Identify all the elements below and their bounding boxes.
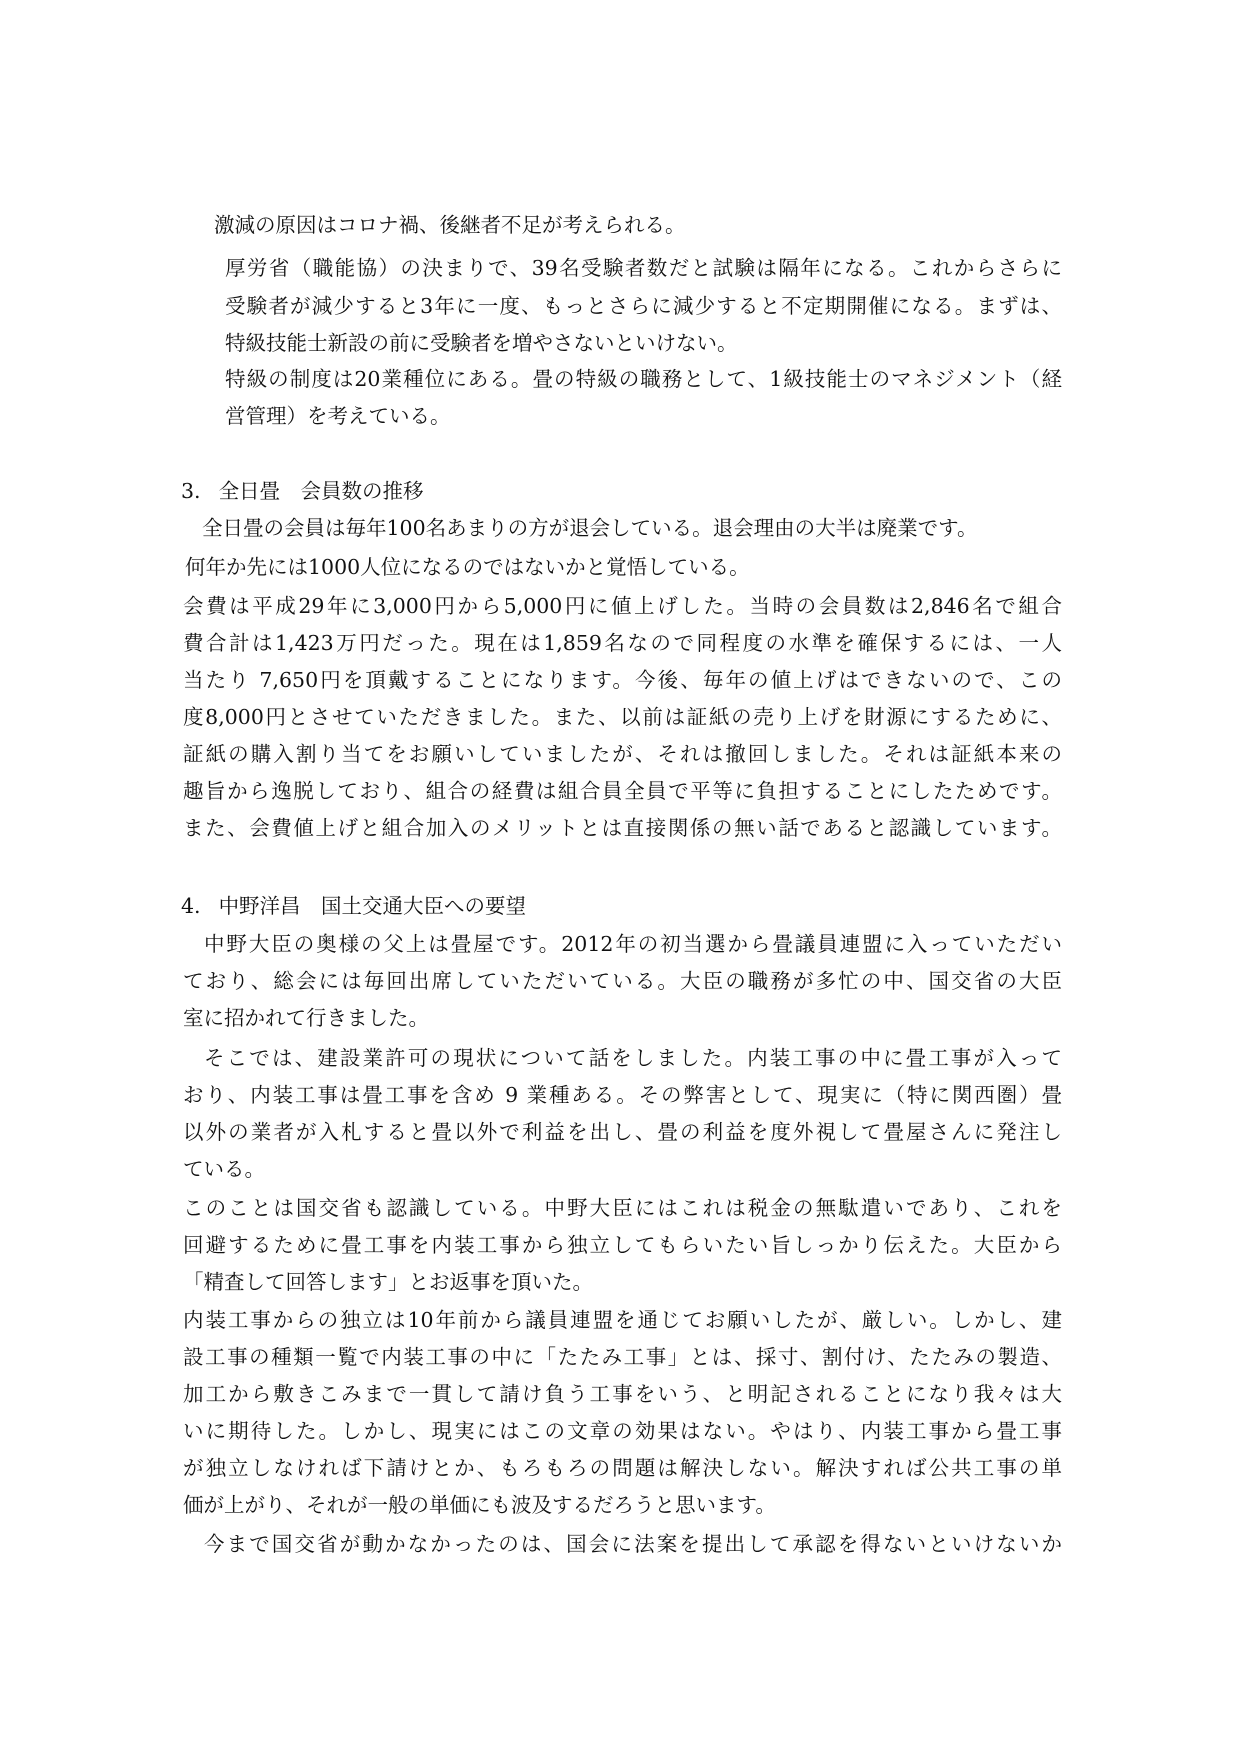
section4-heading-number: 4. (181, 894, 201, 918)
section4-line-11: 内装工事からの独立は10年前から議員連盟を通じてお願いしたが、厳しい。しかし、建 (183, 1308, 1062, 1332)
section3-line-2: 何年か先には1000人位になるのではないかと覚悟している。 (185, 555, 750, 579)
section3-heading (181, 481, 424, 502)
intro-line-4: 特級技能士新設の前に受験者を増やさないといけない。 (225, 331, 738, 355)
section4-line-15: が独立しなければ下請けとか、もろもろの問題は解決しない。解決すれば公共工事の単 (183, 1456, 1062, 1480)
section4-line-2: ており、総会には毎回出席していただいている。大臣の職務が多忙の中、国交省の大臣 (183, 969, 1062, 993)
section4-line-13: 加工から敷きこみまで一貫して請け負う工事をいう、と明記されることになり我々は大 (183, 1382, 1062, 1406)
section4-line-9: 回避するために畳工事を内装工事から独立してもらいたい旨しっかり伝えた。大臣から (183, 1233, 1062, 1257)
section4-line-1: 中野大臣の奥様の父上は畳屋です。2012年の初当選から畳議員連盟に入っていただい (204, 932, 1062, 956)
section3-line-7: 証紙の購入割り当てをお願いしていましたが、それは撤回しました。それは証紙本来の (183, 742, 1062, 766)
section4-line-12: 設工事の種類一覧で内装工事の中に「たたみ工事」とは、採寸、割付け、たたみの製造、 (183, 1345, 1062, 1369)
section4-line-4: そこでは、建設業許可の現状について話をしました。内装工事の中に畳工事が入って (204, 1046, 1062, 1070)
section3-line-5: 当たり 7,650円を頂戴することになります。今後、毎年の値上げはできないので、この (183, 668, 1062, 692)
section4-line-8: このことは国交省も認識している。中野大臣にはこれは税金の無駄遣いであり、これを (183, 1196, 1062, 1220)
section4-heading (181, 896, 526, 917)
intro-line-5: 特級の制度は20業種位にある。畳の特級の職務として、1級技能士のマネジメント（経 (225, 367, 1062, 391)
section3-heading-number: 3. (181, 479, 201, 503)
section4-line-17: 今まで国交省が動かなかったのは、国会に法案を提出して承認を得ないといけないか (204, 1532, 1062, 1556)
section4-line-3: 室に招かれて行きました。 (183, 1006, 429, 1030)
section3-line-4: 費合計は1,423万円だった。現在は1,859名なので同程度の水準を確保するには、一人 (183, 631, 1062, 655)
section3-line-1: 全日畳の会員は毎年100名あまりの方が退会している。退会理由の大半は廃業です。 (202, 516, 978, 540)
section4-line-7: ている。 (183, 1157, 265, 1181)
section3-heading-text: 全日畳 会員数の推移 (218, 479, 424, 503)
section4-line-6: 以外の業者が入札すると畳以外で利益を出し、畳の利益を度外視して畳屋さんに発注し (183, 1120, 1062, 1144)
intro-line-2: 厚労省（職能協）の決まりで、39名受験者数だと試験は隔年になる。これからさらに (225, 256, 1062, 280)
section3-line-8: 趣旨から逸脱しており、組合の経費は組合員全員で平等に負担することにしたためです。 (183, 779, 1062, 803)
intro-line-3: 受験者が減少すると3年に一度、もっとさらに減少すると不定期開催になる。まずは、 (225, 294, 1062, 318)
intro-line-6: 営管理）を考えている。 (225, 404, 451, 428)
section4-line-5: おり、内装工事は畳工事を含め 9 業種ある。その弊害として、現実に（特に関西圏）畳 (183, 1083, 1062, 1107)
intro-line-1: 激減の原因はコロナ禍、後継者不足が考えられる。 (214, 213, 686, 237)
section3-line-9: また、会費値上げと組合加入のメリットとは直接関係の無い話であると認識しています。 (183, 816, 1062, 840)
section4-line-14: いに期待した。しかし、現実にはこの文章の効果はない。やはり、内装工事から畳工事 (183, 1419, 1062, 1443)
section4-heading-text: 中野洋昌 国土交通大臣への要望 (218, 894, 527, 918)
section4-line-10: 「精査して回答します」とお返事を頂いた。 (183, 1270, 593, 1294)
section4-line-16: 価が上がり、それが一般の単価にも波及するだろうと思います。 (183, 1493, 776, 1517)
section3-line-6: 度8,000円とさせていただきました。また、以前は証紙の売り上げを財源にするために、 (183, 705, 1062, 729)
section3-line-3: 会費は平成29年に3,000円から5,000円に値上げした。当時の会員数は2,846名で組合 (183, 594, 1062, 618)
